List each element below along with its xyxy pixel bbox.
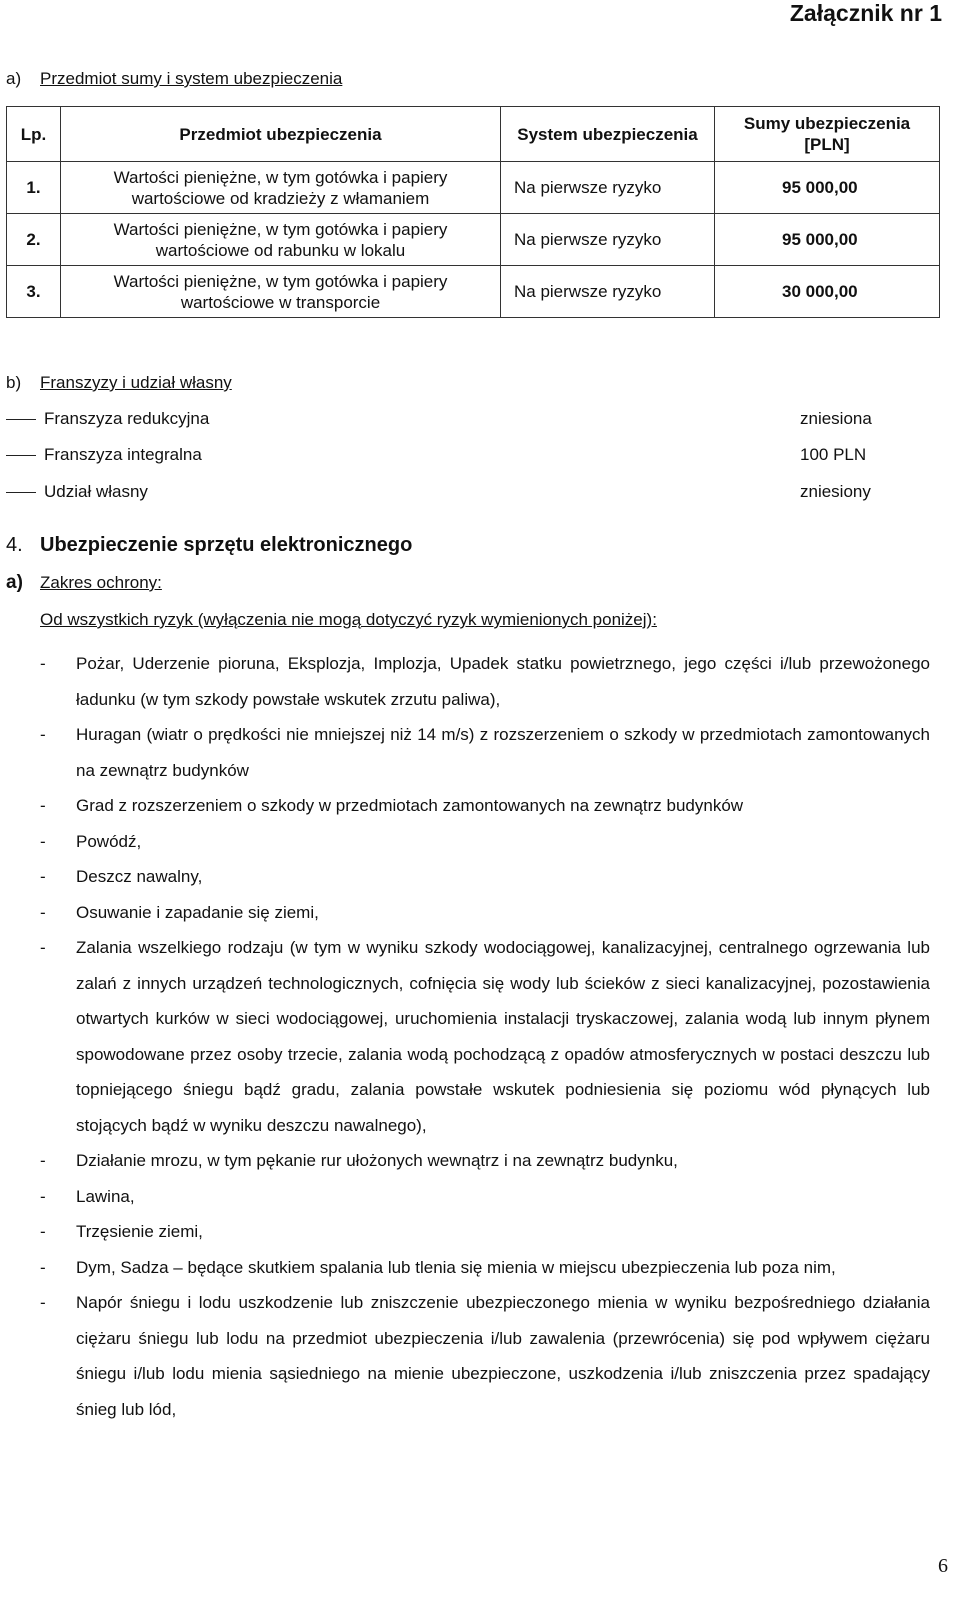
- bullet-dash: -: [40, 654, 46, 673]
- scope-title: Zakres ochrony:: [40, 573, 162, 592]
- bullet-dash: -: [40, 1293, 46, 1312]
- col-header-amount: Sumy ubezpieczenia [PLN]: [715, 107, 940, 162]
- page-number: 6: [938, 1555, 948, 1577]
- franchise-row: [6, 409, 886, 431]
- section-4-number: 4.: [6, 534, 23, 556]
- list-item: [40, 1214, 930, 1250]
- dash-marker: [6, 492, 36, 493]
- list-item: [40, 859, 930, 895]
- franchise-value: zniesiony: [800, 482, 871, 501]
- risk-text: Trzęsienie ziemi,: [76, 1222, 203, 1241]
- row-amount: 30 000,00: [715, 266, 940, 318]
- section-b-heading: [6, 373, 232, 393]
- table-row: [7, 214, 940, 266]
- table-row: [7, 266, 940, 318]
- scope-marker: a): [6, 572, 23, 593]
- row-subject: Wartości pieniężne, w tym gotówka i papiery wartościowe od kradzieży z włamaniem: [61, 162, 501, 214]
- table-row: [7, 162, 940, 214]
- row-lp: 2.: [7, 214, 61, 266]
- bullet-dash: -: [40, 1186, 46, 1206]
- risk-text: Pożar, Uderzenie pioruna, Eksplozja, Implozja, Upadek statku powietrznego, jego części i/lub przewożonego ładunku (w tym szkody powstałe wskutek zrzutu paliwa),: [76, 654, 930, 709]
- franchise-row: [6, 482, 886, 504]
- bullet-dash: -: [40, 1257, 46, 1277]
- dash-marker: [6, 419, 36, 420]
- risk-text: Działanie mrozu, w tym pękanie rur ułożonych wewnątrz i na zewnątrz budynku,: [76, 1151, 678, 1170]
- dash-marker: [6, 455, 36, 456]
- section-a-marker: a): [6, 69, 22, 88]
- section-b-marker: b): [6, 373, 22, 392]
- bullet-dash: -: [40, 725, 46, 744]
- list-item: [40, 1179, 930, 1215]
- table-header-row: [7, 107, 940, 162]
- row-system: Na pierwsze ryzyko: [501, 266, 715, 318]
- list-item: [40, 1285, 930, 1427]
- list-item: [40, 646, 930, 717]
- bullet-dash: -: [40, 1151, 46, 1170]
- franchise-value: zniesiona: [800, 409, 872, 428]
- risk-text: Lawina,: [76, 1186, 135, 1206]
- franchise-name: Franszyza integralna: [44, 445, 202, 464]
- bullet-dash: -: [40, 902, 46, 922]
- list-item: [40, 1143, 930, 1179]
- scope-heading: [6, 572, 162, 594]
- insurance-sum-table: [6, 106, 940, 318]
- bullet-dash: -: [40, 867, 46, 886]
- risk-text: Deszcz nawalny,: [76, 867, 203, 886]
- attachment-title: Załącznik nr 1: [789, 0, 942, 26]
- franchise-name: Udział własny: [44, 482, 148, 501]
- row-lp: 3.: [7, 266, 61, 318]
- franchise-row: [6, 445, 886, 467]
- section-a-heading: [6, 69, 342, 89]
- scope-intro: Od wszystkich ryzyk (wyłączenia nie mogą dotyczyć ryzyk wymienionych poniżej):: [40, 610, 657, 629]
- risk-text: Zalania wszelkiego rodzaju (w tym w wyniku szkody wodociągowej, kanalizacyjnej, centralnego ogrzewania lub zalań z innych urządzeń technologicznych, cofnięcia się wody lub ścieków z sieci kanalizacyjnej, pozostawienia otwartych kurków w sieci wodociągowej, uruchomienia instalacji tryskaczowej, zalania wodą lub innym płynem spowodowane przez osoby trzecie, zalania wodą pochodzącą z opadów atmosferycznych w postaci deszczu lub topniejącego śniegu bądź gradu, zalania powstałe wskutek podniesienia się poziomu wód płynących lub stojących bądź w wyniku deszczu nawalnego),: [76, 938, 930, 1135]
- row-lp: 1.: [7, 162, 61, 214]
- col-header-lp: Lp.: [7, 107, 61, 162]
- section-4-title: Ubezpieczenie sprzętu elektronicznego: [40, 534, 413, 556]
- risk-text: Huragan (wiatr o prędkości nie mniejszej niż 14 m/s) z rozszerzeniem o szkody w przedmiotach zamontowanych na zewnątrz budynków: [76, 725, 930, 780]
- risk-list: [40, 646, 930, 1427]
- franchise-value: 100 PLN: [800, 445, 867, 464]
- section-b-title: Franszyzy i udział własny: [40, 373, 232, 392]
- bullet-dash: -: [40, 1222, 46, 1241]
- risk-text: Osuwanie i zapadanie się ziemi,: [76, 902, 319, 922]
- list-item: [40, 895, 930, 931]
- row-subject: Wartości pieniężne, w tym gotówka i papiery wartościowe w transporcie: [61, 266, 501, 318]
- risk-text: Napór śniegu i lodu uszkodzenie lub zniszczenie ubezpieczonego mienia w wyniku bezpośredniego działania ciężaru śniegu lub lodu na przedmiot ubezpieczenia i/lub zawalenia (przewrócenia) się pod wpływem ciężaru śniegu i/lub lodu mienia sąsiedniego na mienie ubezpieczone, uszkodzenia i/lub zniszczenia przez spadający śnieg lub lód,: [76, 1293, 930, 1419]
- risk-text: Dym, Sadza – będące skutkiem spalania lub tlenia się mienia w miejscu ubezpieczenia lub poza nim,: [76, 1257, 836, 1277]
- row-subject: Wartości pieniężne, w tym gotówka i papiery wartościowe od rabunku w lokalu: [61, 214, 501, 266]
- section-4-heading: [6, 534, 412, 557]
- section-a-title: Przedmiot sumy i system ubezpieczenia: [40, 69, 343, 88]
- list-item: [40, 824, 930, 860]
- bullet-dash: -: [40, 831, 46, 851]
- row-amount: 95 000,00: [715, 162, 940, 214]
- list-item: [40, 717, 930, 788]
- risk-text: Powódź,: [76, 831, 142, 851]
- col-header-system: System ubezpieczenia: [501, 107, 715, 162]
- franchise-name: Franszyza redukcyjna: [44, 409, 210, 428]
- row-system: Na pierwsze ryzyko: [501, 214, 715, 266]
- col-header-subject: Przedmiot ubezpieczenia: [61, 107, 501, 162]
- row-amount: 95 000,00: [715, 214, 940, 266]
- row-system: Na pierwsze ryzyko: [501, 162, 715, 214]
- list-item: [40, 930, 930, 1143]
- risk-text: Grad z rozszerzeniem o szkody w przedmiotach zamontowanych na zewnątrz budynków: [76, 796, 744, 815]
- bullet-dash: -: [40, 938, 46, 957]
- bullet-dash: -: [40, 796, 46, 815]
- list-item: [40, 1250, 930, 1286]
- list-item: [40, 788, 930, 824]
